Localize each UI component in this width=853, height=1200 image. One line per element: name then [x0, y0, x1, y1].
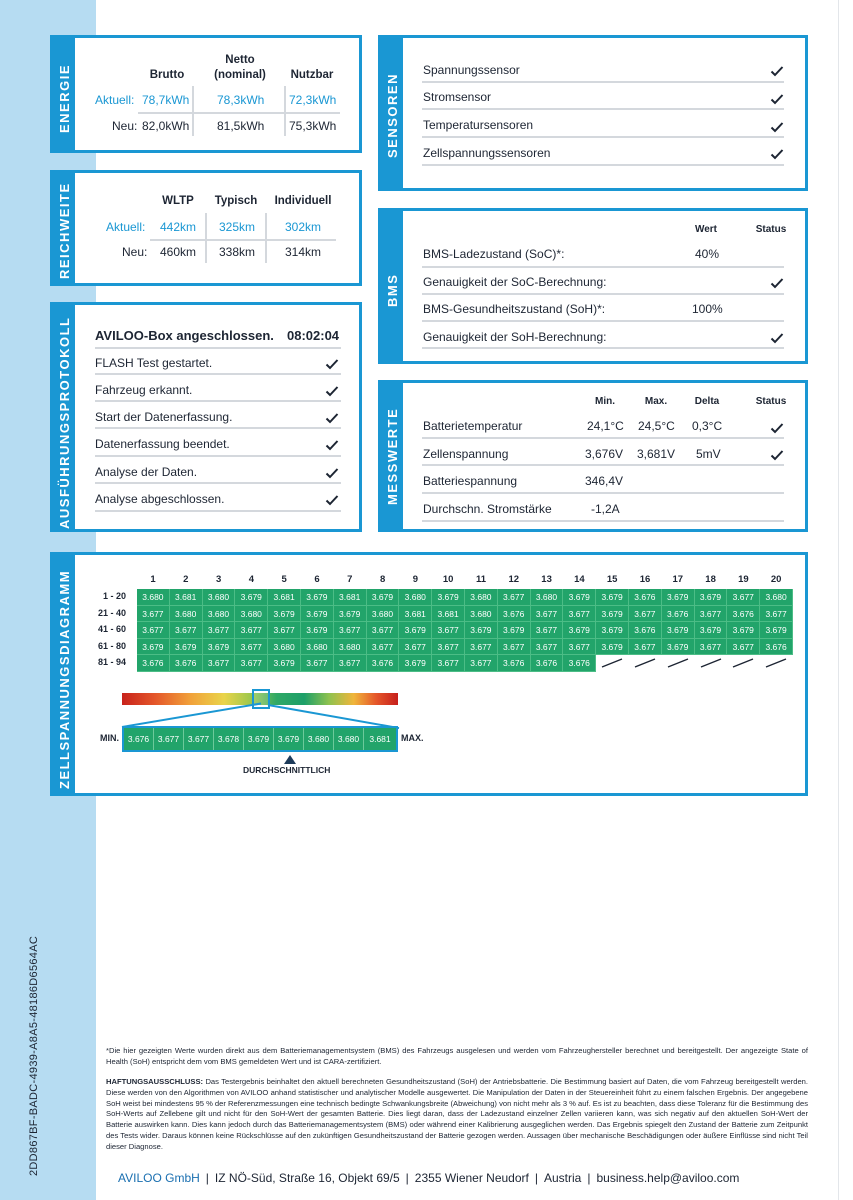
voltage-cell: 3.679	[301, 589, 334, 606]
energie-row-rule	[138, 112, 340, 114]
voltage-cell: 3.677	[498, 589, 531, 606]
reichweite-aktuell-individuell: 302km	[285, 220, 322, 234]
voltage-cell: 3.681	[170, 589, 203, 606]
check-icon	[325, 439, 339, 451]
energie-neu-brutto: 82,0kWh	[142, 119, 190, 133]
voltage-cell: 3.677	[531, 606, 564, 623]
average-marker-icon	[284, 755, 296, 764]
grid-column-header: 9	[412, 574, 419, 585]
grid-column-header: 10	[442, 574, 454, 585]
protokoll-tab	[53, 305, 75, 529]
voltage-cell: 3.681	[268, 589, 301, 606]
grid-row-label: 1 - 20	[102, 591, 126, 601]
voltage-cell: 3.677	[367, 622, 400, 639]
energie-title: ENERGIE	[57, 63, 72, 133]
check-icon	[325, 385, 339, 397]
protokoll-step: Analyse abgeschlossen.	[95, 492, 225, 506]
check-icon	[770, 121, 784, 133]
voltage-cell: 3.679	[596, 589, 629, 606]
protokoll-header-rule	[95, 347, 341, 349]
messwerte-col-max: Max.	[644, 396, 668, 407]
reichweite-col-typisch: Typisch	[214, 195, 258, 207]
voltage-cell: 3.676	[498, 655, 531, 672]
messwerte-row-max: 24,5°C	[638, 419, 675, 433]
protokoll-step-rule	[95, 400, 341, 402]
protokoll-header-text: AVILOO-Box angeschlossen.	[95, 328, 274, 343]
voltage-cell: 3.676	[498, 606, 531, 623]
bms-rule	[422, 347, 784, 349]
check-icon	[325, 412, 339, 424]
disclaimer-label: HAFTUNGSAUSSCHLUSS:	[106, 1077, 204, 1086]
reichweite-title: REICHWEITE	[57, 182, 72, 279]
voltage-cell: 3.680	[203, 606, 236, 623]
voltage-cell: 3.677	[235, 655, 268, 672]
grid-column-header: 6	[314, 574, 320, 585]
voltage-cell: 3.680	[367, 606, 400, 623]
grid-column-header: 20	[770, 574, 782, 585]
voltage-cell: 3.679	[399, 622, 432, 639]
voltage-cell: 3.679	[268, 606, 301, 623]
grid-column-header: 15	[606, 574, 618, 585]
grid-row-label: 81 - 94	[97, 657, 126, 668]
voltage-cell: 3.676	[531, 655, 564, 672]
footer-country: Austria	[544, 1171, 582, 1185]
grid-column-header: 4	[248, 574, 255, 585]
check-icon	[325, 494, 339, 506]
check-icon	[770, 449, 784, 461]
reichweite-row-rule	[150, 239, 336, 241]
zoom-value: 3.679	[274, 728, 304, 750]
sensor-rule	[422, 136, 784, 138]
voltage-cell: 3.679	[695, 589, 728, 606]
messwerte-row-min: 346,4V	[585, 474, 624, 488]
sensor-item: Temperatursensoren	[423, 118, 534, 132]
empty-cell-slash-icon	[760, 655, 792, 671]
bms-row-label: BMS-Gesundheitszustand (SoH)*:	[423, 302, 606, 316]
voltage-cell: 3.677	[203, 655, 236, 672]
messwerte-row-label: Batteriespannung	[423, 474, 518, 488]
voltage-cell: 3.676	[170, 655, 203, 672]
footer-company: AVILOO GmbH	[118, 1171, 200, 1185]
energie-neu-netto: 81,5kWh	[217, 119, 265, 133]
voltage-cell: 3.679	[596, 622, 629, 639]
grid-column-header: 11	[475, 574, 487, 585]
zoom-value: 3.681	[369, 734, 391, 744]
grid-column-header: 2	[183, 574, 189, 585]
voltage-cell: 3.679	[662, 639, 695, 656]
reichweite-neu-label: Neu:	[122, 245, 148, 259]
messwerte-title: MESSWERTE	[385, 407, 400, 505]
voltage-cell: 3.679	[301, 622, 334, 639]
disclaimer	[106, 1077, 808, 1153]
bms-col-wert: Wert	[694, 224, 718, 235]
voltage-cell: 3.681	[432, 606, 465, 623]
voltage-cell: 3.679	[170, 639, 203, 656]
grid-column-header: 7	[347, 574, 353, 585]
grid-column-header: 17	[672, 574, 684, 585]
messwerte-col-delta: Delta	[694, 396, 720, 407]
sensor-rule	[422, 81, 784, 83]
voltage-cell: 3.680	[334, 639, 367, 656]
voltage-cell: 3.680	[301, 639, 334, 656]
bms-row-label: Genauigkeit der SoH-Berechnung:	[423, 330, 607, 344]
voltage-cell: 3.677	[695, 639, 728, 656]
messwerte-row-min: 24,1°C	[587, 419, 624, 433]
voltage-cell: 3.680	[203, 589, 236, 606]
bms-title: BMS	[385, 273, 400, 307]
bms-rule	[422, 266, 784, 268]
voltage-cell: 3.677	[531, 622, 564, 639]
voltage-cell: 3.677	[695, 606, 728, 623]
voltage-cell: 3.679	[563, 622, 596, 639]
voltage-cell: 3.679	[203, 639, 236, 656]
voltage-cell: 3.677	[629, 639, 662, 656]
messwerte-col-min: Min.	[595, 396, 615, 407]
reichweite-neu-typisch: 338km	[219, 245, 256, 259]
voltage-cell: 3.676	[367, 655, 400, 672]
grid-column-header: 3	[215, 574, 222, 585]
voltage-cell: 3.677	[301, 655, 334, 672]
grid-row-label: 41 - 60	[97, 624, 126, 635]
bms-row-label: Genauigkeit der SoC-Berechnung:	[423, 275, 607, 289]
check-icon	[770, 148, 784, 160]
voltage-zoom-strip	[122, 726, 398, 752]
energie-col-nutzbar: Nutzbar	[290, 69, 334, 81]
messwerte-rule	[422, 520, 784, 522]
voltage-cell: 3.677	[498, 639, 531, 656]
document-id: 2DD867BF-BADC-4939-A8A5-48186D6564AC	[28, 935, 40, 1176]
messwerte-row-delta: 0,3°C	[692, 419, 723, 433]
voltage-cell: 3.679	[596, 639, 629, 656]
voltage-cell: 3.680	[170, 606, 203, 623]
grid-column-header: 19	[738, 574, 749, 585]
zoom-value: 3.677	[154, 728, 184, 750]
messwerte-rule	[422, 464, 784, 466]
voltage-cell: 3.677	[727, 589, 760, 606]
sensor-item: Stromsensor	[423, 90, 492, 104]
footer-separator: |	[534, 1171, 538, 1185]
reichweite-aktuell-wltp: 442km	[160, 220, 197, 234]
messwerte-row-label: Batterietemperatur	[423, 419, 523, 433]
protokoll-step-rule	[95, 427, 341, 429]
energie-aktuell-nutzbar: 72,3kWh	[289, 93, 337, 107]
voltage-cell: 3.680	[531, 589, 564, 606]
bms-rule	[422, 320, 784, 322]
voltage-cell: 3.677	[334, 622, 367, 639]
voltage-cell: 3.676	[563, 655, 596, 672]
empty-cell-slash-icon	[727, 655, 759, 671]
grid-column-header: 16	[639, 574, 651, 585]
voltage-cell: 3.679	[695, 622, 728, 639]
grid-row-label: 21 - 40	[97, 607, 126, 618]
bms-rule	[422, 293, 784, 295]
energie-tab	[53, 38, 75, 150]
messwerte-col-status: Status	[755, 396, 787, 407]
messwerte-row-min: -1,2A	[591, 502, 620, 516]
protokoll-step: Analyse der Daten.	[95, 465, 198, 479]
protokoll-step-rule	[95, 482, 341, 484]
voltage-cell: 3.677	[465, 655, 498, 672]
voltage-cell: 3.679	[727, 622, 760, 639]
voltage-cell: 3.680	[465, 589, 498, 606]
messwerte-row-label: Durchschn. Stromstärke	[423, 502, 552, 516]
voltage-cell: 3.676	[727, 606, 760, 623]
voltage-cell: 3.677	[563, 639, 596, 656]
messwerte-row-min: 3,676V	[585, 447, 624, 461]
check-icon	[770, 93, 784, 105]
bms-tab	[381, 211, 403, 361]
footer-address: IZ NÖ-Süd, Straße 16, Objekt 69/5	[214, 1171, 400, 1185]
footer-city: 2355 Wiener Neudorf	[414, 1171, 529, 1185]
protokoll-step-rule	[95, 455, 341, 457]
footer-separator: |	[405, 1171, 409, 1185]
voltage-cell: 3.677	[367, 639, 400, 656]
voltage-cell: 3.679	[662, 589, 695, 606]
empty-cell-slash-icon	[662, 655, 694, 671]
energie-vrule-2	[284, 86, 286, 136]
grid-column-header: 1	[150, 574, 156, 585]
sensor-item: Spannungssensor	[423, 63, 520, 77]
voltage-cell: 3.679	[137, 639, 170, 656]
messwerte-tab	[381, 383, 403, 529]
energie-neu-nutzbar: 75,3kWh	[289, 119, 337, 133]
footer	[118, 1171, 739, 1185]
empty-cell-slash-icon	[695, 655, 727, 671]
voltage-cell: 3.679	[399, 655, 432, 672]
energie-neu-label: Neu:	[112, 119, 138, 133]
footer-separator: |	[205, 1171, 209, 1185]
sensoren-title: SENSOREN	[385, 73, 400, 158]
footer-email[interactable]: business.help@aviloo.com	[596, 1171, 740, 1185]
voltage-cell: 3.679	[367, 589, 400, 606]
check-icon	[770, 277, 784, 289]
voltage-cell: 3.676	[760, 639, 793, 656]
reichweite-col-wltp: WLTP	[162, 195, 194, 207]
voltage-cell: 3.680	[235, 606, 268, 623]
voltage-cell: 3.679	[760, 622, 793, 639]
sensoren-panel	[378, 35, 808, 191]
protokoll-step: Start der Datenerfassung.	[95, 410, 233, 424]
voltage-cell: 3.677	[563, 606, 596, 623]
voltage-cell: 3.680	[268, 639, 301, 656]
voltage-cell: 3.680	[760, 589, 793, 606]
voltage-cell: 3.679	[235, 589, 268, 606]
zoom-value: 3.680	[334, 728, 364, 750]
zell-tab	[53, 555, 75, 793]
voltage-cell: 3.677	[137, 606, 170, 623]
messwerte-row-label: Zellenspannung	[423, 447, 509, 461]
check-icon	[770, 422, 784, 434]
reichweite-col-individuell: Individuell	[274, 195, 332, 207]
energie-col-brutto: Brutto	[149, 69, 185, 81]
sensor-rule	[422, 108, 784, 110]
voltage-cell: 3.681	[334, 589, 367, 606]
zoom-value: 3.680	[304, 728, 334, 750]
right-edge-line	[838, 0, 839, 1200]
voltage-cell: 3.680	[137, 589, 170, 606]
grid-column-header: 8	[379, 574, 386, 585]
voltage-cell: 3.677	[760, 606, 793, 623]
scale-min-label: MIN.	[100, 733, 119, 743]
messwerte-rule	[422, 492, 784, 494]
footnote-bms: *Die hier gezeigten Werte wurden direkt aus dem Batteriemanagementsystem (BMS) des Fahrzeugs ausgelesen und werden vom Fahrzeughersteller berechnet und bereitgestellt. Der angezeigte State of Health (SoH) entspricht dem vom BMS gemeldeten Wert und ist CARA-zertifiziert.	[106, 1046, 808, 1066]
reichweite-aktuell-typisch: 325km	[219, 220, 256, 234]
bms-row-label: BMS-Ladezustand (SoC)*:	[423, 247, 565, 261]
messwerte-row-delta: 5mV	[696, 447, 721, 461]
voltage-cell: 3.679	[334, 606, 367, 623]
voltage-cell: 3.677	[432, 622, 465, 639]
sensor-rule	[422, 164, 784, 166]
average-label: DURCHSCHNITTLICH	[243, 765, 331, 775]
messwerte-rule	[422, 437, 784, 439]
energie-aktuell-label: Aktuell:	[95, 93, 135, 107]
energie-col-netto-1: Netto	[225, 54, 255, 66]
voltage-cell: 3.677	[235, 639, 268, 656]
zoom-value: 3.678	[214, 728, 244, 750]
protokoll-step-rule	[95, 373, 341, 375]
voltage-cell: 3.679	[498, 622, 531, 639]
reichweite-neu-wltp: 460km	[160, 245, 197, 259]
voltage-cell: 3.676	[662, 606, 695, 623]
energie-aktuell-netto: 78,3kWh	[217, 93, 265, 107]
bms-row-wert: 100%	[692, 302, 723, 316]
voltage-cell: 3.677	[203, 622, 236, 639]
voltage-cell: 3.677	[399, 639, 432, 656]
bms-row-wert: 40%	[695, 247, 720, 261]
zoom-value: 3.677	[184, 728, 214, 750]
grid-column-header: 13	[541, 574, 552, 585]
check-icon	[325, 358, 339, 370]
voltage-cell: 3.677	[334, 655, 367, 672]
sensoren-tab	[381, 38, 403, 188]
zoom-value: 3.676	[124, 728, 154, 750]
energie-aktuell-brutto: 78,7kWh	[142, 93, 190, 107]
check-icon	[325, 467, 339, 479]
protokoll-step: FLASH Test gestartet.	[95, 356, 213, 370]
protokoll-step: Fahrzeug erkannt.	[95, 383, 193, 397]
reichweite-neu-individuell: 314km	[285, 245, 322, 259]
energie-col-netto-2: (nominal)	[214, 69, 266, 81]
voltage-cell: 3.680	[399, 589, 432, 606]
voltage-cell: 3.677	[268, 622, 301, 639]
grid-column-header: 5	[281, 574, 287, 585]
empty-cell-slash-icon	[629, 655, 661, 671]
footer-separator: |	[587, 1171, 591, 1185]
energie-vrule-1	[192, 86, 194, 136]
protokoll-step-rule	[95, 510, 341, 512]
voltage-cell: 3.679	[268, 655, 301, 672]
voltage-cell: 3.679	[432, 589, 465, 606]
voltage-cell: 3.677	[629, 606, 662, 623]
reichweite-aktuell-label: Aktuell:	[106, 220, 146, 234]
messwerte-row-max: 3,681V	[637, 447, 676, 461]
voltage-cell: 3.676	[137, 655, 170, 672]
grid-column-header: 14	[574, 574, 585, 585]
voltage-cell: 3.679	[301, 606, 334, 623]
check-icon	[770, 65, 784, 77]
protokoll-step: Datenerfassung beendet.	[95, 437, 230, 451]
voltage-cell: 3.677	[432, 639, 465, 656]
voltage-cell: 3.677	[170, 622, 203, 639]
voltage-cell: 3.680	[465, 606, 498, 623]
scale-max-label: MAX.	[401, 733, 424, 743]
zoom-value: 3.679	[244, 728, 274, 750]
check-icon	[770, 332, 784, 344]
grid-row-label: 61 - 80	[97, 640, 126, 651]
voltage-cell: 3.677	[727, 639, 760, 656]
voltage-cell: 3.679	[465, 622, 498, 639]
sensor-item: Zellspannungssensoren	[423, 146, 551, 160]
disclaimer-text: Das Testergebnis beinhaltet den aktuell berechneten Gesundheitszustand (SoH) der Antriebsbatterie. Die Bestimmung basiert auf Daten, die vom Fahrzeug bereitgestellt werden. Diese werden von den Algorithmen von AVILOO anhand statistischer und analytischer Modelle ausgewertet. Die Manipulation der Daten in der Steuereinheit führt zu einem falschen Ergebnis. Der angegebene SoH weist bei mindestens 95 % der Referenzmessungen eine technisch bedingte Schwankungsbreite (Abweichung) von nicht mehr als 3 % auf. Es ist zu beachten, dass diese Toleranz für die Bestimmung des SoH-Werts auf Zellebene gilt und nicht für den SoH-Wert der gesamten Batterie. Dies liegt daran, dass der Ladezustand einzelner Zellen variieren kann, was sich negativ auf den aktuellen SoH-Wert der Batterie auswirken kann. Dies kann jedoch durch das Batteriemanagementsystem (BMS) oder während einer Kalibrierung ausgeglichen werden. Das Ergebnis spiegelt den Zustand der Batterie zum Zeitpunkt des Tests wider. Daraus können keine Rückschlüsse auf den zukünftigen Gesundheitszustand der Batterie gezogen werden. Aussagen über mechanische Beschädigungen oder äußere Einflüsse sind nicht Teil dieser Diagnose.	[106, 1077, 808, 1151]
voltage-cell: 3.676	[629, 589, 662, 606]
voltage-cell: 3.677	[432, 655, 465, 672]
reichweite-tab	[53, 173, 75, 283]
voltage-cell: 3.677	[235, 622, 268, 639]
empty-cell-slash-icon	[596, 655, 628, 671]
voltage-cell: 3.679	[563, 589, 596, 606]
protokoll-header-time: 08:02:04	[287, 328, 340, 343]
voltage-cell: 3.676	[629, 622, 662, 639]
reichweite-vrule-2	[265, 213, 267, 263]
voltage-cell: 3.679	[662, 622, 695, 639]
protokoll-title: AUSFÜHRUNGSPROTOKOLL	[57, 316, 72, 529]
grid-column-header: 18	[705, 574, 716, 585]
voltage-cell: 3.677	[531, 639, 564, 656]
grid-column-header: 12	[508, 574, 520, 585]
voltage-cell: 3.681	[399, 606, 432, 623]
voltage-cell: 3.679	[596, 606, 629, 623]
voltage-cell: 3.677	[465, 639, 498, 656]
voltage-cell: 3.677	[137, 622, 170, 639]
reichweite-vrule-1	[205, 213, 207, 263]
bms-col-status: Status	[755, 224, 787, 235]
zell-title: ZELLSPANNUNGSDIAGRAMM	[57, 569, 72, 789]
